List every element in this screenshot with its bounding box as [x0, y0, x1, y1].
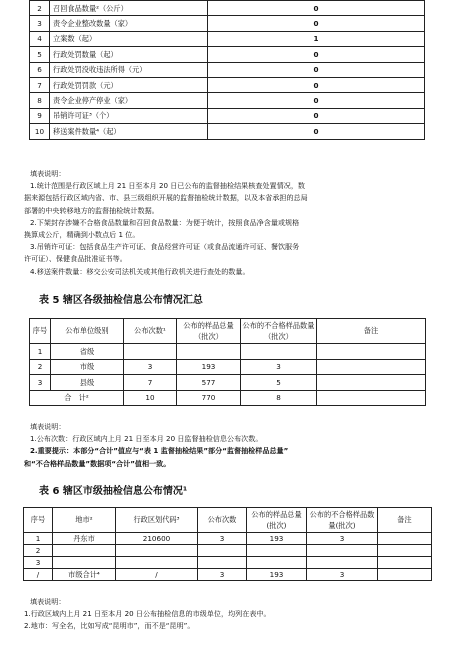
code-cell: 210600	[116, 533, 198, 545]
remark-cell	[378, 545, 432, 557]
city-cell	[53, 557, 116, 569]
table-row	[30, 47, 425, 62]
row-number: 2	[30, 1, 50, 16]
table-row	[30, 124, 425, 139]
fail-cell: 3	[307, 533, 378, 545]
col-header: 公布次数¹	[124, 319, 177, 344]
table-4-disposal	[29, 0, 425, 140]
notes-heading: 填表说明：	[30, 422, 66, 431]
row-number: /	[24, 569, 53, 581]
total-cell: 193	[247, 533, 307, 545]
table-row	[30, 375, 426, 391]
fail-cell: 5	[241, 375, 317, 391]
col-header: 公布的样品总量(批次)	[247, 508, 307, 533]
row-value: 0	[208, 77, 425, 92]
notes-heading: 填表说明：	[30, 169, 66, 178]
col-header: 公布的样品总量（批次）	[177, 319, 241, 344]
col-header: 序号	[30, 319, 51, 344]
row-number: 7	[30, 77, 50, 92]
times-cell: 10	[124, 390, 177, 406]
remark-cell	[317, 359, 426, 375]
city-cell	[53, 545, 116, 557]
row-value: 0	[208, 47, 425, 62]
remark-cell	[317, 375, 426, 391]
row-number: 3	[24, 557, 53, 569]
note-line: 2.下架封存涉嫌不合格食品数量和召回食品数量：为便于统计，按照食品净含量或规格	[30, 217, 300, 227]
table-row	[24, 545, 432, 557]
notes-heading: 填表说明：	[30, 597, 66, 606]
row-value: 1	[208, 31, 425, 46]
row-label: 移送案件数量⁴（起）	[50, 124, 208, 139]
total-cell	[247, 557, 307, 569]
row-number: 2	[24, 545, 53, 557]
total-cell	[177, 344, 241, 360]
table-row	[30, 108, 425, 123]
notes-table-4	[24, 168, 308, 278]
table-row	[30, 31, 425, 46]
row-label: 行政处罚没收违法所得（元）	[50, 62, 208, 77]
col-header: 行政区划代码³	[116, 508, 198, 533]
table-row	[24, 557, 432, 569]
code-cell	[116, 545, 198, 557]
col-header: 公布的不合格样品数量(批次)	[307, 508, 378, 533]
table-5-summary	[29, 318, 426, 406]
row-number: 2	[30, 359, 51, 375]
note-line: 4.移送案件数量：移交公安司法机关或其他行政机关进行查处的数量。	[30, 266, 250, 276]
note-line: 换算成公斤，精确到小数点后 1 位。	[24, 230, 140, 240]
row-label: 责令企业停产停业（家）	[50, 93, 208, 108]
level-cell: 市级	[51, 359, 124, 375]
note-line: 和“不合格样品数量”数据项“合计”值相一致。	[24, 458, 171, 468]
col-header: 地市²	[53, 508, 116, 533]
table-row	[24, 569, 432, 581]
remark-cell	[317, 390, 426, 406]
col-header: 备注	[317, 319, 426, 344]
col-header: 公布的不合格样品数量（批次）	[241, 319, 317, 344]
row-value: 0	[208, 108, 425, 123]
col-header: 备注	[378, 508, 432, 533]
total-cell: 770	[177, 390, 241, 406]
row-number: 4	[30, 31, 50, 46]
row-value: 0	[208, 16, 425, 31]
times-cell: 3	[198, 533, 247, 545]
table-5-title: 表 5 辖区各级抽检信息公布情况汇总	[39, 295, 203, 306]
table-row	[30, 93, 425, 108]
note-line: 1.公布次数：行政区域内上月 21 日至本月 20 日监督抽检信息公布次数。	[30, 434, 263, 444]
note-line: 部署的中央转移地方的监督抽检统计数据。	[24, 205, 159, 215]
times-cell	[124, 344, 177, 360]
remark-cell	[378, 569, 432, 581]
row-value: 0	[208, 62, 425, 77]
total-row	[30, 390, 426, 406]
code-cell	[116, 557, 198, 569]
col-header: 公布单位级别	[51, 319, 124, 344]
times-cell: 7	[124, 375, 177, 391]
row-number: 10	[30, 124, 50, 139]
row-number: 9	[30, 108, 50, 123]
total-label: 合 计²	[30, 390, 124, 406]
row-value: 0	[208, 1, 425, 16]
table-row	[30, 62, 425, 77]
fail-cell: 3	[241, 359, 317, 375]
row-value: 0	[208, 124, 425, 139]
level-cell: 省级	[51, 344, 124, 360]
note-line: 据来源包括行政区域内省、市、县三级组织开展的监督抽检统计数据，以及本省承担的总局	[24, 193, 308, 203]
row-label: 吊销许可证³（个）	[50, 108, 208, 123]
note-line: 2.地市：写全名，比如写成“昆明市”，而不是“昆明”。	[24, 621, 195, 631]
fail-cell	[307, 557, 378, 569]
notes-table-6	[24, 596, 271, 633]
row-label: 立案数（起）	[50, 31, 208, 46]
table-row	[30, 16, 425, 31]
table-6-title: 表 6 辖区市级抽检信息公布情况¹	[39, 486, 188, 497]
row-number: 1	[30, 344, 51, 360]
times-cell	[198, 557, 247, 569]
row-label: 行政处罚罚款（元）	[50, 77, 208, 92]
times-cell	[198, 545, 247, 557]
table-row	[30, 77, 425, 92]
level-cell: 县级	[51, 375, 124, 391]
row-label: 行政处罚数量（起）	[50, 47, 208, 62]
row-number: 1	[24, 533, 53, 545]
note-line: 1.统计范围是行政区域上月 21 日至本月 20 日已公布的监督抽检结果核查处置情况，数	[30, 181, 306, 191]
times-cell: 3	[124, 359, 177, 375]
row-label: 责令企业整改数量（家）	[50, 16, 208, 31]
fail-cell: 3	[307, 569, 378, 581]
remark-cell	[378, 557, 432, 569]
note-line: 许可证）、保健食品批准证书等。	[24, 254, 127, 264]
col-header: 公布次数	[198, 508, 247, 533]
total-cell: 193	[177, 359, 241, 375]
remark-cell	[378, 533, 432, 545]
row-number: 3	[30, 375, 51, 391]
table-6-city	[23, 507, 432, 581]
table-row	[30, 344, 426, 360]
fail-cell: 8	[241, 390, 317, 406]
row-number: 6	[30, 62, 50, 77]
row-number: 5	[30, 47, 50, 62]
row-number: 3	[30, 16, 50, 31]
remark-cell	[317, 344, 426, 360]
times-cell: 3	[198, 569, 247, 581]
note-line: 3.吊销许可证：包括食品生产许可证、食品经营许可证（或食品流通许可证、餐饮服务	[30, 242, 300, 252]
note-line: 2.重要提示：本部分“合计”值应与“表 1 监督抽检结果”部分“监督抽检样品总量”	[30, 446, 289, 456]
note-line: 1.行政区域内上月 21 日至本月 20 日公布抽检信息的市级单位，均列在表中。	[24, 609, 271, 619]
code-cell: /	[116, 569, 198, 581]
table-row	[30, 359, 426, 375]
row-number: 8	[30, 93, 50, 108]
col-header: 序号	[24, 508, 53, 533]
fail-cell	[307, 545, 378, 557]
total-cell	[247, 545, 307, 557]
table-row	[24, 533, 432, 545]
fail-cell	[241, 344, 317, 360]
total-cell: 193	[247, 569, 307, 581]
total-cell: 577	[177, 375, 241, 391]
table-row	[30, 1, 425, 16]
notes-table-5	[24, 421, 288, 470]
city-cell: 市级合计⁴	[53, 569, 116, 581]
row-value: 0	[208, 93, 425, 108]
city-cell: 丹东市	[53, 533, 116, 545]
row-label: 召回食品数量²（公斤）	[50, 1, 208, 16]
